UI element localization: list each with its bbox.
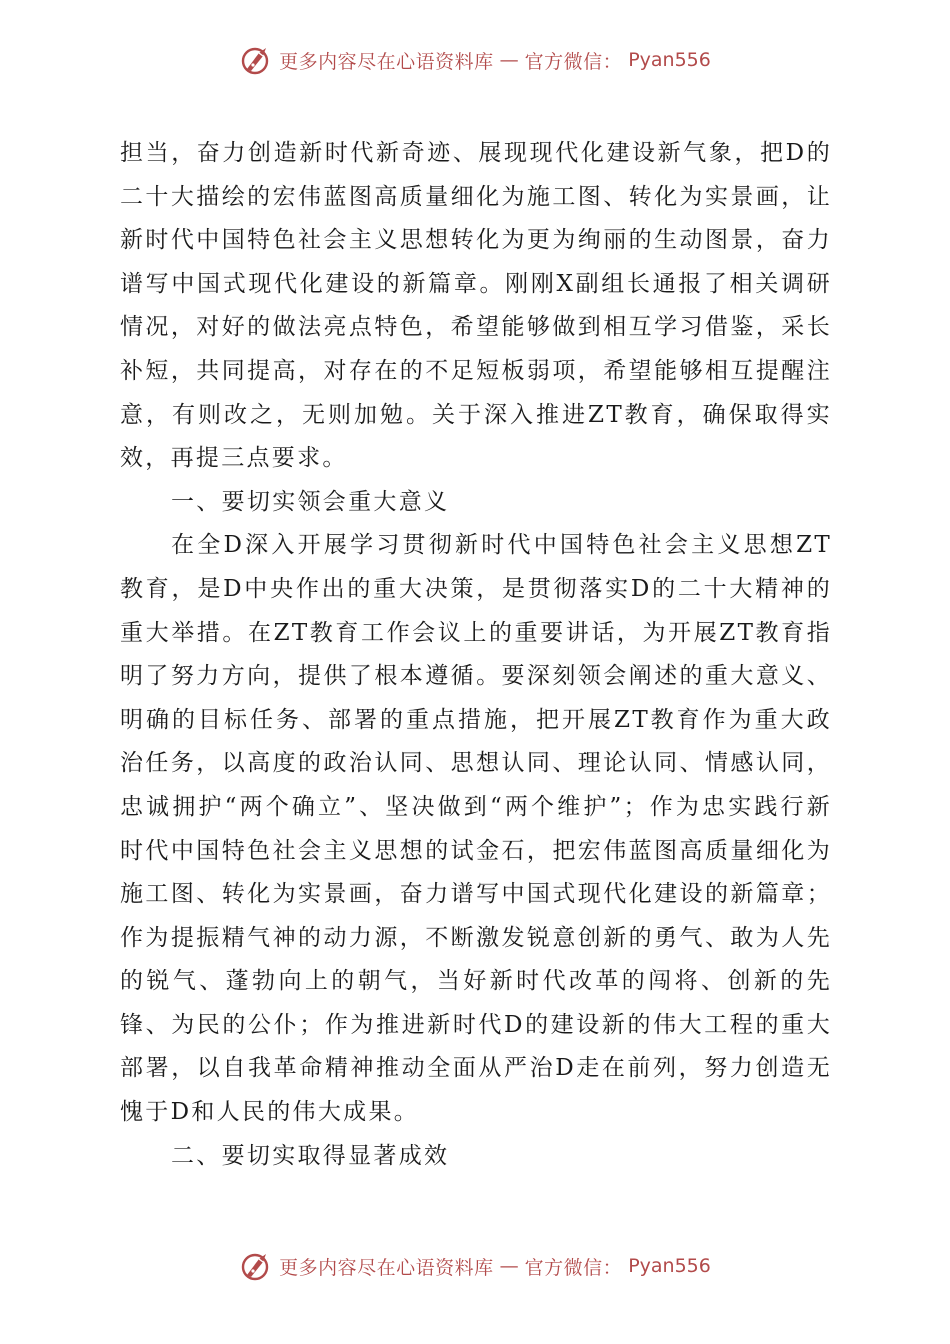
- section-heading-2: 二、要切实取得显著成效: [171, 1142, 450, 1169]
- pen-nib-logo-icon: [239, 1249, 273, 1283]
- body-paragraph-section-1: 在全D深入开展学习贯彻新时代中国特色社会主义思想ZT教育，是D中央作出的重大决策，是贯彻落实D的二十大精神的重大举措。在ZT教育工作会议上的重要讲话，为开展ZT教育指明了努力方向，提供了根本遵循。要深刻领会阐述的重大意义、明确的目标任务、部署的重点措施，把开展ZT教育作为重大政治任务，以高度的政治认同、思想认同、理论认同、情感认同，忠诚拥护“两个确立”、坚决做到“两个维护”；作为忠实践行新时代中国特色社会主义思想的试金石，把宏伟蓝图高质量细化为施工图、转化为实景画，奋力谱写中国式现代化建设的新篇章；作为提振精气神的动力源，不断激发锐意创新的勇气、敢为人先的锐气、蓬勃向上的朝气，当好新时代改革的闯将、创新的先锋、为民的公仆；作为推进新时代D的建设新的伟大工程的重大部署，以自我革命精神推动全面从严治D走在前列，努力创造无愧于D和人民的伟大成果。: [120, 532, 832, 1126]
- section-heading-1: 一、要切实领会重大意义: [171, 488, 450, 515]
- pen-nib-logo-icon: [239, 43, 273, 77]
- banner-slogan: 更多内容尽在心语资料库: [279, 50, 494, 73]
- banner-wechat-id: Pyan556: [628, 49, 711, 71]
- banner-wechat-label: 官方微信：: [524, 50, 623, 73]
- body-paragraph-continuation: 担当，奋力创造新时代新奇迹、展现现代化建设新气象，把D的二十大描绘的宏伟蓝图高质量细化为施工图、转化为实景画，让新时代中国特色社会主义思想转化为更为绚丽的生动图景，奋力谱写中国式现代化建设的新篇章。刚刚X副组长通报了相关调研情况，对好的做法亮点特色，希望能够做到相互学习借鉴，采长补短，共同提高，对存在的不足短板弱项，希望能够相互提醒注意，有则改之，无则加勉。关于深入推进ZT教育，确保取得实效，再提三点要求。: [120, 140, 832, 472]
- banner-wechat-id: Pyan556: [628, 1255, 711, 1277]
- banner-separator: —: [499, 1255, 519, 1277]
- banner-slogan: 更多内容尽在心语资料库: [279, 1256, 494, 1279]
- header-banner: [0, 40, 950, 80]
- banner-separator: —: [499, 49, 519, 71]
- document-body: [120, 132, 832, 1178]
- footer-banner: [0, 1246, 950, 1286]
- banner-wechat-label: 官方微信：: [524, 1256, 623, 1279]
